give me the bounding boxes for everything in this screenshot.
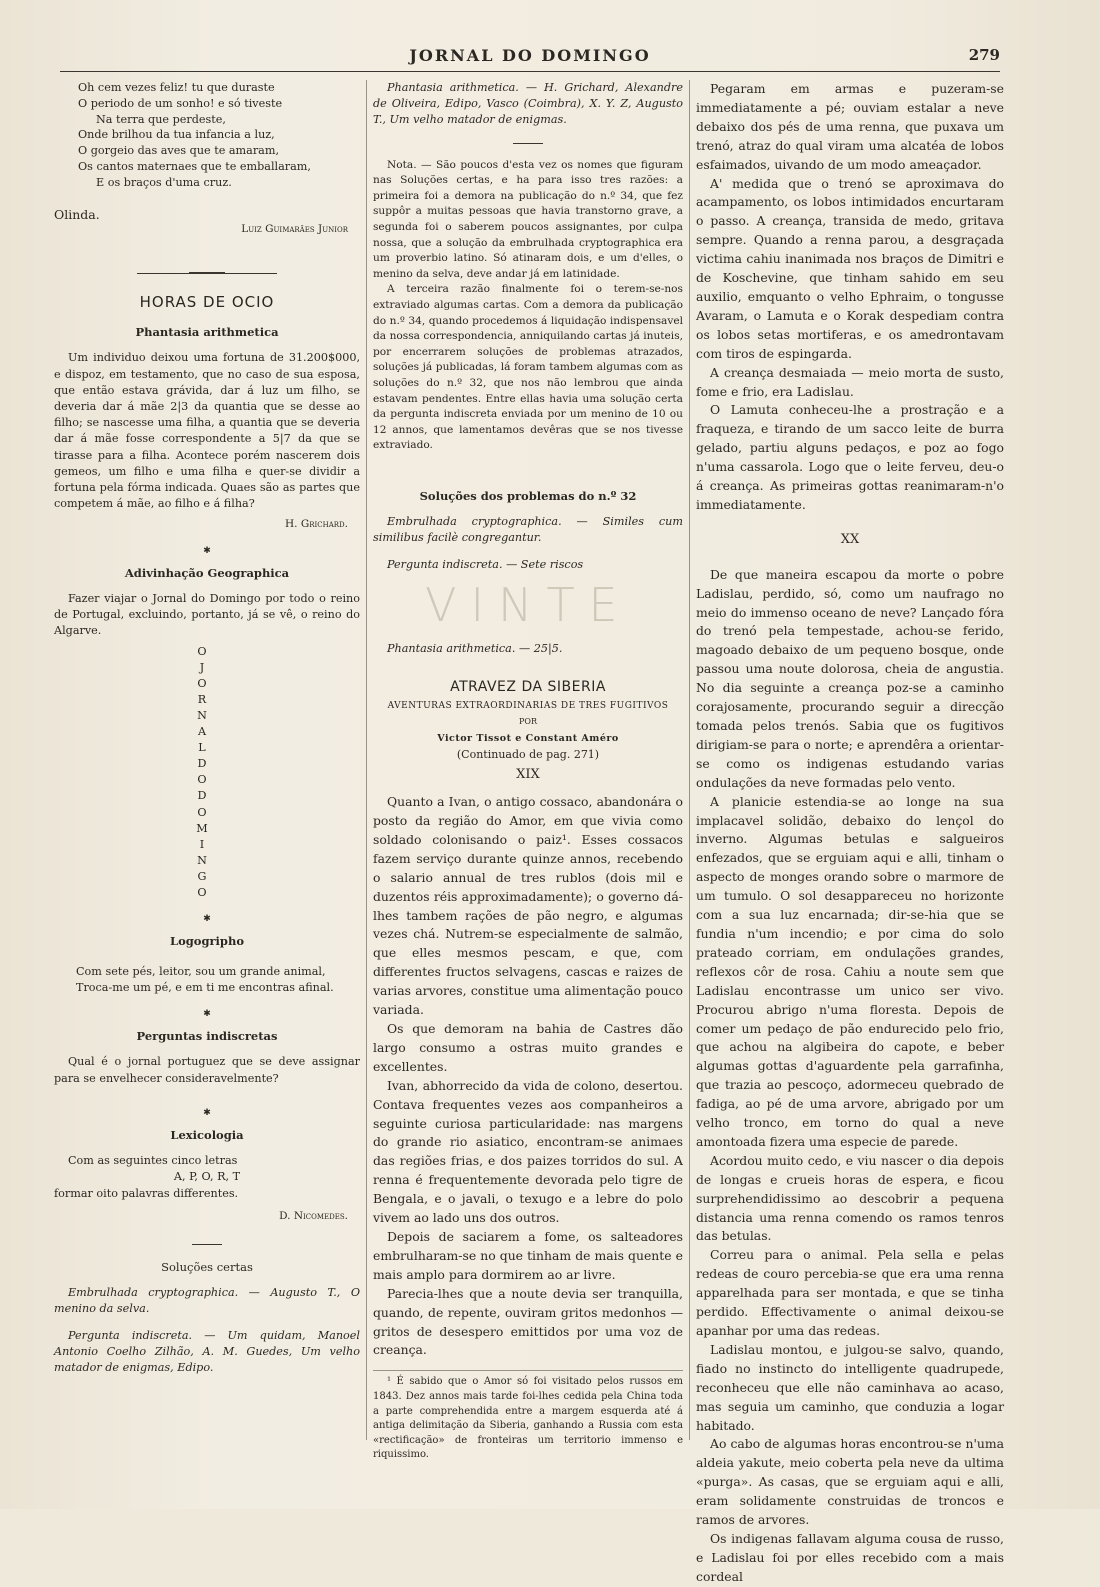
- vertical-letter: G: [197, 869, 207, 883]
- column-right: [696, 80, 1004, 1584]
- separator-star: ✱: [203, 914, 211, 925]
- story-paragraph: A planicie estendia-se ao longe na sua implacavel solidão, debaixo do lençol do inverno. Algumas betulas e salgueiros enfezados, que se erguiam aqui e alli, tinham o aspecto de monges orando sobre o marmore de um tumulo. O sol desappareceu no horizonte com a sua luz encarnada; dir-se-hia que se fundia n'um incendio; e por cima do solo prateado corriam, em ondulações grandes, reflexos côr de rosa. Cahiu a noute sem que Ladislau encontrasse um unico ser vivo. Procurou abrigo n'uma floresta. Depois de comer um pedaço de pão endurecido pelo frio, que achou na algibeira do capote, e beber algumas gottas d'aguardente pela garrafinha, que trazia ao pescoço, adormeceu quebrado de fadiga, ao pé de uma arvore, abrigado por um velho tronco, em torno do qual a neve amontoada fizera uma especie de parede.: [696, 793, 1004, 1149]
- column-divider: [689, 80, 690, 1440]
- story-subtitle: AVENTURAS EXTRAORDINARIAS DE TRES FUGITIVOS: [387, 701, 669, 712]
- vinte-figure: [373, 577, 683, 632]
- story-paragraph: Parecia-lhes que a noute devia ser tranquilla, quando, de repente, ouviram gritos medonhos — gritos de desespero emittidos por uma voz de creança.: [373, 1285, 683, 1358]
- solution-text: Embrulhada cryptographica. — Similes cum similibus facilè congregantur.: [373, 515, 683, 545]
- story-paragraph: O Lamuta conheceu-lhe a prostração e a fraqueza, e tirando de um sacco leite de burra gelado, partiu alguns pedaços, e poz ao fogo n'uma cassarola. Logo que o leite ferveu, deu-o á creança. As primeiras gottas reanimaram-n'o immediatamente.: [696, 402, 1004, 512]
- story-title: ATRAVEZ DA SIBERIA: [450, 678, 606, 695]
- poem-line: Os cantos maternaes que te emballaram,: [78, 159, 311, 173]
- editor-note: A terceira razão finalmente foi o terem-se-nos extraviado algumas cartas. Com a demora da publicação do n.º 34, quando procedemos á liquidação indispensavel da nossa correspondencia, anniquilando cartas já inuteis, por encerrarem soluções de problemas atrazados, soluções já publicadas, lá foram tambem algumas com as soluções do n.º 32, que nos não lembrou que ainda estavam pendentes. Entre ellas havia uma solução certa da pergunta indiscreta enviada por um menino de 10 ou 12 annos, que lamentamos devêras que se nos tivesse extraviado.: [373, 283, 683, 452]
- vertical-letter: O: [197, 676, 207, 690]
- poem-line: O periodo de um sonho! e só tiveste: [78, 96, 283, 110]
- story-paragraph: De que maneira escapou da morte o pobre Ladislau, perdido, só, como um naufrago no meio do immenso oceano de neve? Lançado fóra do trenó pela tempestade, achou-se ferido, magoado debaixo de um pequeno bosque, onde passou uma noute dolorosa, cheia de angustia. No dia seguinte a creança poz-se a caminho corajosamente, procurando seguir a direcção tomada pelos trenós. Sabia que os fugitivos dirigiam-se para o norte; e aprendêra a orientar-se como os indigenas estudando varias ondulações da neve formadas pelo vento.: [696, 566, 1004, 790]
- separator-star: ✱: [203, 1008, 211, 1019]
- story-paragraph: A creança desmaiada — meio morta de susto, fome e frio, era Ladislau.: [696, 364, 1004, 399]
- story-paragraph: Ivan, abhorrecido da vida de colono, desertou. Contava frequentes vezes aos companheiros a seguinte curiosa particularidade: nas margens do grande rio asiatico, encontram-se animaes das regiões frias, e dos paizes torridos do sul. A renna é frequentemente devorada pelo tigre de Bengala, e o javali, o texugo e a lebre do polo vivem ao lado uns dos outros.: [373, 1077, 683, 1226]
- puzzle-signature: D. Nicomedes.: [279, 1209, 348, 1222]
- editor-note: Nota. — São poucos d'esta vez os nomes que figuram nas Soluções certas, e ha para isso tres razões: a primeira foi a demora na publicação do n.º 34, que fez suppôr a muitas pessoas que havia transtorno grave, a segunda foi o saberem poucos assignantes, por culpa nossa, que a solução da embrulhada cryptographica era um proverbio latino. Só atinaram dois, e um d'elles, o menino da selva, deve andar já em latinidade.: [373, 158, 683, 280]
- section-rule: [137, 273, 277, 274]
- puzzle-title: Logogripho: [169, 934, 244, 949]
- vertical-letter: I: [199, 837, 205, 851]
- puzzle-letters: A, P, O, R, T: [173, 1170, 241, 1184]
- vertical-letter: N: [197, 709, 207, 723]
- puzzle-title: Perguntas indiscretas: [136, 1029, 278, 1044]
- solution-text: Embrulhada cryptographica. — Augusto T., O menino da selva.: [54, 1286, 360, 1316]
- solutions-title: Soluções dos problemas do n.º 32: [419, 488, 637, 503]
- chapter-number: XIX: [516, 766, 540, 782]
- separator-dash: [513, 143, 543, 144]
- newspaper-title: JORNAL DO DOMINGO: [409, 46, 651, 65]
- vertical-letter: O: [197, 644, 207, 658]
- story-paragraph: Ladislau montou, e julgou-se salvo, quando, fiado no instincto do intelligente quadrupede, reconheceu que elle não caminhava ao acaso, mas seguia um caminho, que conduzia a logar habitado.: [696, 1341, 1004, 1433]
- puzzle-title: Adivinhação Geographica: [124, 565, 290, 580]
- story-paragraph: Os indigenas fallavam alguma cousa de russo, e Ladislau foi por elles recebido com a mais cordeal: [696, 1530, 1004, 1584]
- vertical-letter: J: [199, 660, 205, 674]
- page-number: 279: [968, 46, 1000, 64]
- vertical-letter: D: [197, 789, 207, 803]
- page-header: [60, 44, 1000, 72]
- column-divider: [366, 80, 367, 1440]
- poem-line: O gorgeio das aves que te amaram,: [78, 144, 280, 158]
- puzzle-text: Fazer viajar o Jornal do Domingo por todo o reino de Portugal, excluindo, portanto, já se vê, o reino do Algarve.: [54, 592, 360, 638]
- story-paragraph: Acordou muito cedo, e viu nascer o dia depois de longas e crueis horas de espera, e ficou surprehendidissimo ao descobrir a pequena distancia uma renna comendo os ramos tenros das betulas.: [696, 1152, 1004, 1244]
- vertical-letter: O: [197, 805, 207, 819]
- vertical-letter: O: [197, 886, 207, 900]
- column-middle: [373, 80, 683, 1490]
- solution-text: Pergunta indiscreta. — Sete riscos: [387, 557, 584, 571]
- poem: [54, 80, 360, 191]
- story-body: [373, 793, 683, 1360]
- poem-place: Olinda.: [54, 206, 100, 222]
- story-paragraph: Quanto a Ivan, o antigo cossaco, abandonára o posto da região do Amor, em que vivia como soldado colonisando o paiz¹. Esses cossacos fazem serviço durante quinze annos, recebendo o salario annual de tres rublos (dois mil e duzentos réis approximadamente); o governo dá-lhes tambem rações de pão negro, e algumas vezes chá. Nutrem-se especialmente de salmão, que elles mesmos pescam, e que, com differentes fructos selvagens, cascas e raizes de varias arvores, constitue uma alimentação pouco variada.: [373, 794, 683, 1018]
- story-by: POR: [519, 717, 537, 727]
- letter-column: [44, 644, 360, 902]
- vertical-letter: M: [196, 821, 208, 835]
- verse-line: Com sete pés, leitor, sou um grande animal,: [76, 964, 326, 978]
- puzzle-title: Lexicologia: [170, 1127, 244, 1142]
- poem-line: E os braços d'uma cruz.: [96, 175, 232, 189]
- story-paragraph: A' medida que o trenó se aproximava do acampamento, os lobos intimidados encurtaram o passo. A creança, transida de medo, gritava sempre. Quando a renna parou, a desgraçada victima cahiu inanimada nos braços de Dimitri e de Koschevine, que tinham sahido em seu auxilio, emquanto o velho Ephraim, o tongusse Avaram, o Lamuta e o Korak despediam contra os lobos setas mortiferas, e os amedrontavam com tiros de espingarda.: [696, 175, 1004, 361]
- story-authors: Victor Tissot e Constant Améro: [437, 732, 619, 744]
- puzzle-text: Com as seguintes cinco letras: [68, 1154, 238, 1168]
- verse-line: Troca-me um pé, e em ti me encontras afinal.: [76, 980, 334, 994]
- poem-line: Oh cem vezes feliz! tu que duraste: [78, 81, 275, 94]
- vertical-letter: A: [197, 725, 207, 739]
- section-title: HORAS DE OCIO: [139, 292, 275, 311]
- vinte-word: VINTE: [425, 577, 632, 632]
- poem-line: Onde brilhou da tua infancia a luz,: [78, 128, 275, 142]
- puzzle-title: Phantasia arithmetica: [135, 325, 279, 340]
- story-paragraph: Pegaram em armas e puzeram-se immediatamente a pé; ouviam estalar a neve debaixo dos pés de uma renna, que puxava um trenó, atraz do qual viram uma alcatéa de lobos esfaimados, uivando de um modo ameaçador.: [696, 81, 1004, 172]
- vertical-letter: N: [197, 853, 207, 867]
- story-continuation: (Continuado de pag. 271): [456, 747, 600, 761]
- puzzle-text: Um individuo deixou uma fortuna de 31.200$000, e dispoz, em testamento, que no caso de sua esposa, que então estava grávida, dar á luz um filho, se deveria dar á mãe 2|3 da quantia que se desse ao filho; se nascesse uma filha, a quantia que se deveria dar á mãe fosse correspondente a 5|7 da que se tirasse para a filha. Acontece porém nascerem dois gemeos, um filho e uma filha e quer-se dividir a fortuna pela fórma indicada. Quaes são as partes que competem á mãe, ao filho e á filha?: [54, 351, 360, 511]
- story-paragraph: Ao cabo de algumas horas encontrou-se n'uma aldeia yakute, meio coberta pela neve da ultima «purga». As casas, que se erguiam aqui e alli, eram solidamente construidas de troncos e ramos de arvores.: [696, 1436, 1004, 1528]
- poem-line: Na terra que perdeste,: [96, 112, 226, 126]
- solution-text: Pergunta indiscreta. — Um quidam, Manoel Antonio Coelho Zilhão, A. M. Guedes, Um velho matador de enigmas, Edipo.: [54, 1328, 360, 1374]
- vertical-letter: R: [197, 692, 207, 706]
- chapter-number: XX: [840, 531, 860, 547]
- story-paragraph: Depois de saciarem a fome, os salteadores embrulharam-se no que tinham de mais quente e mais amplo para dormirem ao ar livre.: [373, 1228, 683, 1282]
- poem-signature: Luiz Guimarães Junior: [241, 222, 348, 235]
- vertical-letter: L: [198, 741, 206, 755]
- puzzle-signature: H. Grichard.: [285, 518, 348, 531]
- separator-star: ✱: [203, 545, 211, 556]
- solution-text: Phantasia arithmetica. — 25|5.: [387, 641, 563, 655]
- logogripho-verse: [54, 964, 360, 996]
- vertical-letter: D: [197, 757, 207, 771]
- solution-text: Phantasia arithmetica. — H. Grichard, Alexandre de Oliveira, Edipo, Vasco (Coimbra), X. Y. Z, Augusto T., Um velho matador de enigmas.: [373, 81, 683, 127]
- solutions-title: Soluções certas: [161, 1259, 253, 1274]
- story-paragraph: Os que demoram na bahia de Castres dão largo consumo a ostras muito grandes e excellentes.: [373, 1021, 683, 1074]
- separator-star: ✱: [203, 1107, 211, 1118]
- separator-dash: [192, 1244, 222, 1245]
- footnote: ¹ É sabido que o Amor só foi visitado pelos russos em 1843. Dez annos mais tarde foi-lhes cedida pela China toda a parte comprehendida entre a margem esquerda até á antiga delimitação da Siberia, ganhando a Russia com esta «rectificação» de fronteiras um territorio immenso e riquissimo.: [373, 1370, 683, 1463]
- column-left: [54, 80, 360, 1490]
- puzzle-text: Qual é o jornal portuguez que se deve assignar para se envelhecer consideravelmente?: [54, 1055, 360, 1085]
- story-paragraph: Correu para o animal. Pela sella e pelas redeas de couro percebia-se que era uma renna apparelhada para ser montada, e que se tinha perdido. Effectivamente o animal deixou-se apanhar por uma das redeas.: [696, 1247, 1004, 1338]
- vertical-letter: O: [197, 773, 207, 787]
- puzzle-text: formar oito palavras differentes.: [54, 1186, 239, 1200]
